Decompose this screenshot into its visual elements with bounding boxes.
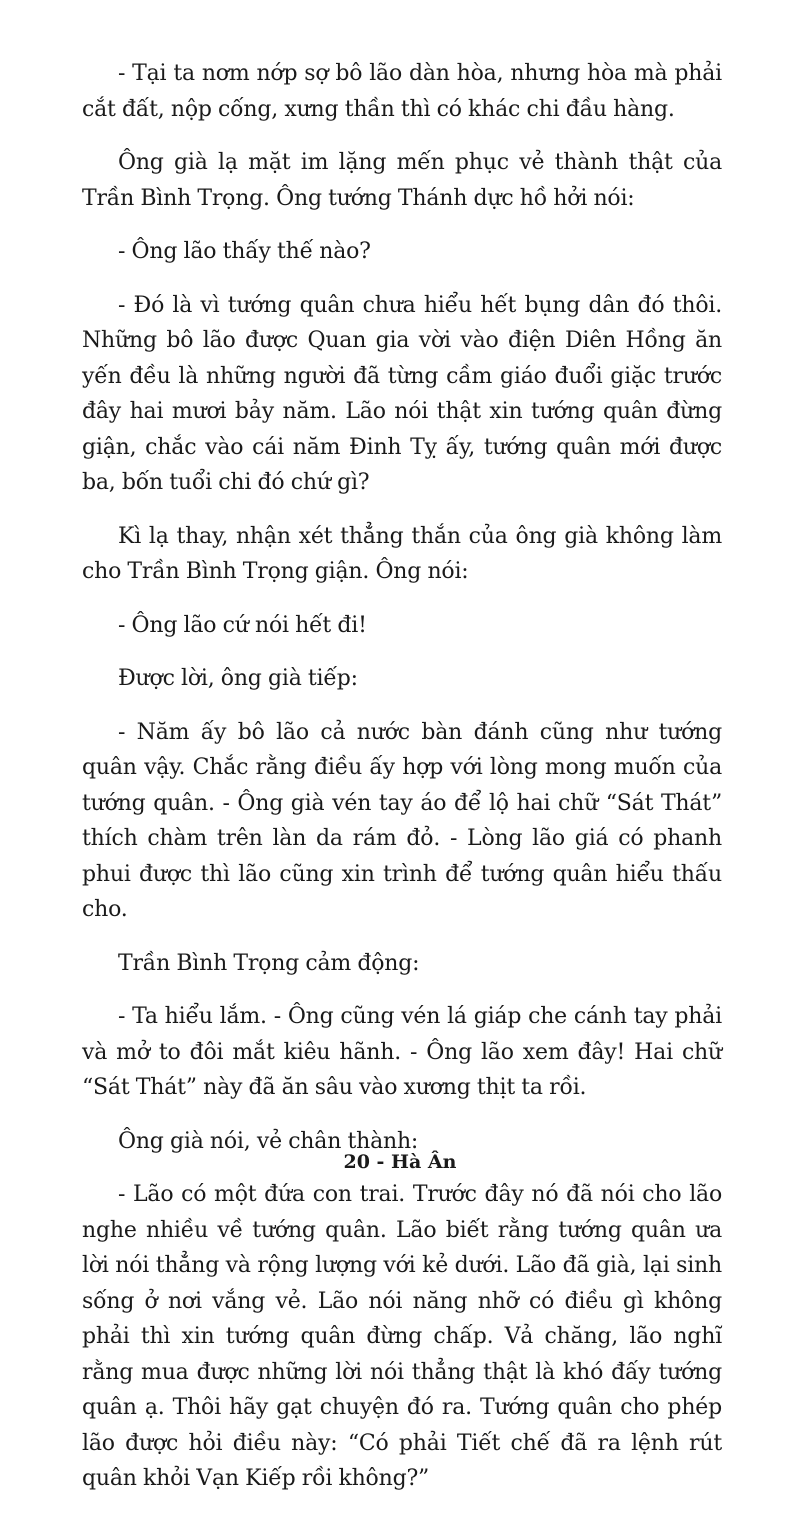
paragraph: Kì lạ thay, nhận xét thẳng thắn của ông già không làm cho Trần Bình Trọng giận. Ông nói: — [82, 523, 722, 584]
page-footer: 20 - Hà Ân — [343, 1151, 457, 1173]
paragraph: - Ông lão thấy thế nào? — [118, 239, 371, 264]
paragraph: Trần Bình Trọng cảm động: — [118, 950, 420, 976]
paragraph: - Ta hiểu lắm. - Ông cũng vén lá giáp che cánh tay phải và mở to đôi mắt kiêu hãnh. - Ông lão xem đây! Hai chữ “Sát Thát” này đã ăn sâu vào xương thịt ta rồi. — [82, 1004, 722, 1100]
paragraph: Ông già nói, vẻ chân thành: — [118, 1128, 419, 1154]
paragraph: - Năm ấy bô lão cả nước bàn đánh cũng như tướng quân vậy. Chắc rằng điều ấy hợp với lòng mong muốn của tướng quân. - Ông già vén tay áo để lộ hai chữ “Sát Thát” thích chàm trên làn da rám đỏ. - Lòng lão giá có phanh phui được thì lão cũng xin trình để tướng quân hiểu thấu cho. — [82, 719, 722, 922]
paragraph: - Lão có một đứa con trai. Trước đây nó đã nói cho lão nghe nhiều về tướng quân. Lão biết rằng tướng quân ưa lời nói thẳng và rộng lượng với kẻ dưới. Lão đã già, lại sinh sống ở nơi vắng vẻ. Lão nói năng nhỡ có điều gì không phải thì xin tướng quân đừng chấp. Vả chăng, lão nghĩ rằng mua được những lời nói thẳng thật là khó đấy tướng quân ạ. Thôi hãy gạt chuyện đó ra. Tướng quân cho phép lão được hỏi điều này: “Có phải Tiết chế đã ra lệnh rút quân khỏi Vạn Kiếp rồi không?” — [82, 1182, 722, 1491]
paragraph: - Đó là vì tướng quân chưa hiểu hết bụng dân đó thôi. Những bô lão được Quan gia vời vào điện Diên Hồng ăn yến đều là những người đã từng cầm giáo đuổi giặc trước đây hai mươi bảy năm. Lão nói thật xin tướng quân đừng giận, chắc vào cái năm Đinh Tỵ ấy, tướng quân mới được ba, bốn tuổi chi đó chứ gì? — [82, 292, 722, 495]
paragraph: - Ông lão cứ nói hết đi! — [118, 612, 367, 638]
paragraph: Ông già lạ mặt im lặng mến phục vẻ thành thật của Trần Bình Trọng. Ông tướng Thánh dực hồ hởi nói: — [82, 150, 722, 211]
paragraph: Được lời, ông già tiếp: — [118, 666, 358, 691]
paragraph: - Tại ta nơm nớp sợ bô lão dàn hòa, nhưng hòa mà phải cắt đất, nộp cống, xưng thần thì có khác chi đầu hàng. — [82, 61, 722, 122]
body-text — [82, 56, 722, 1515]
